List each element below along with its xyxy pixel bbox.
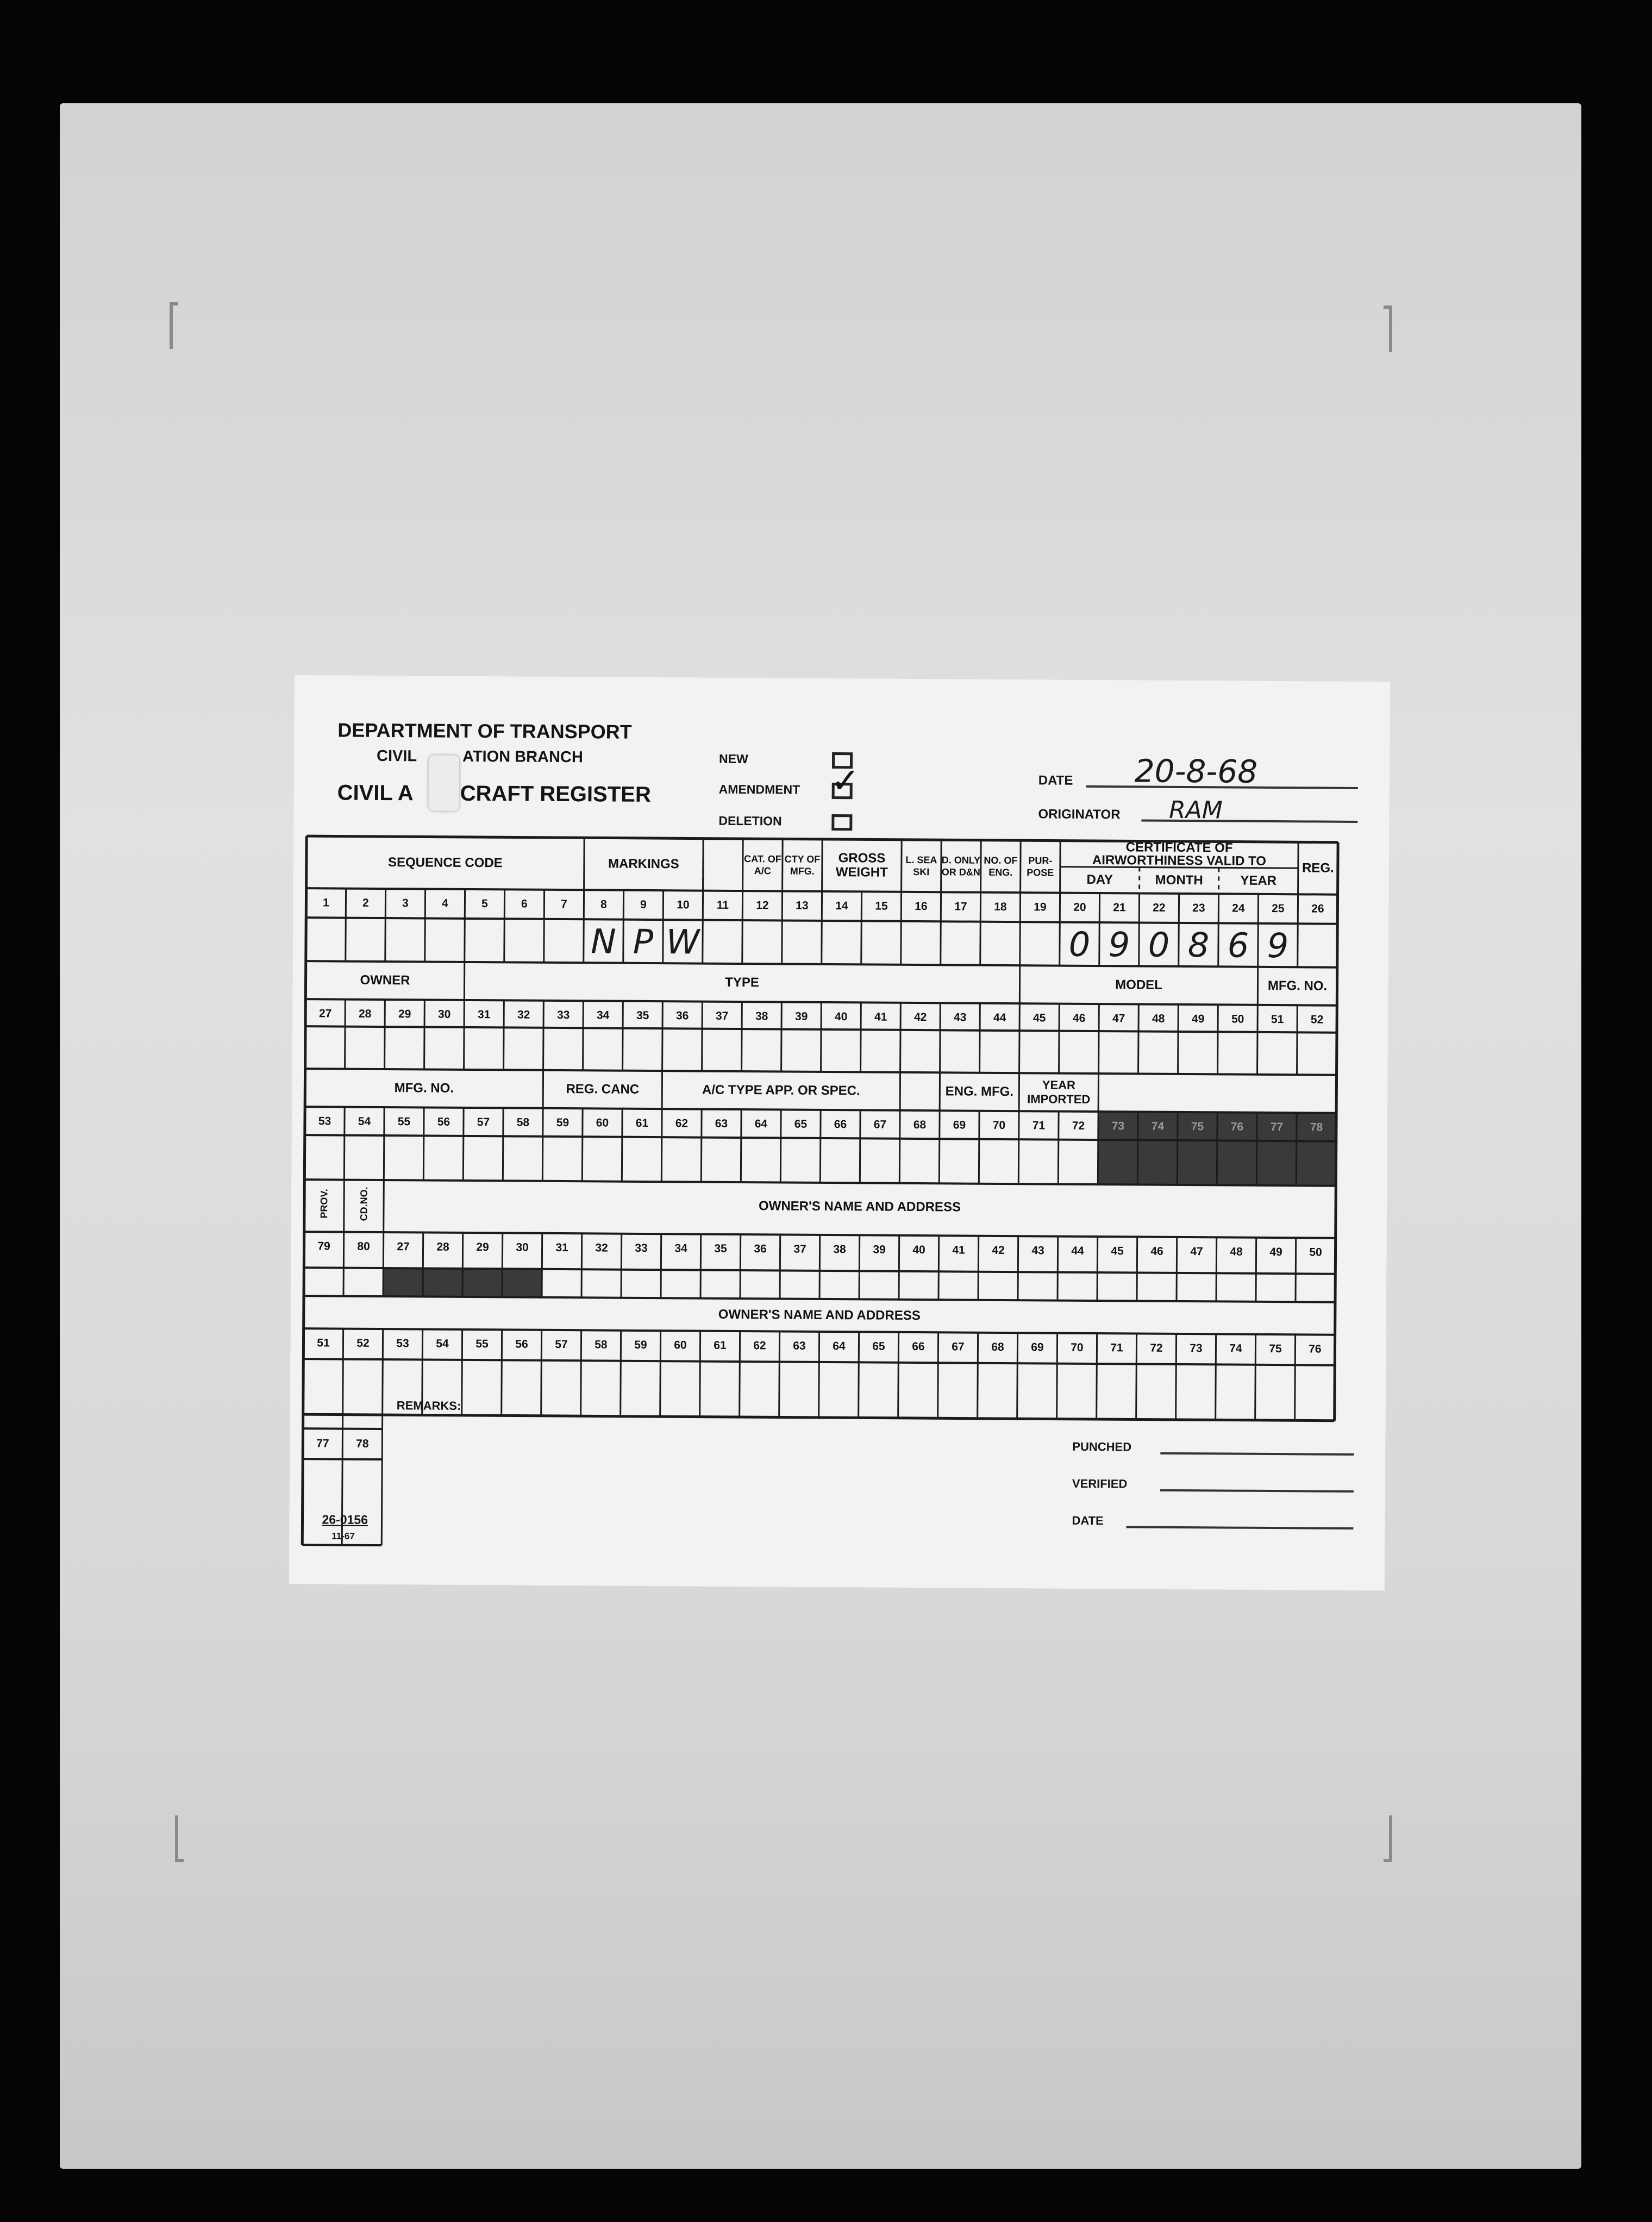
row4-number-40: 40	[912, 1243, 925, 1257]
row5-number-75: 75	[1269, 1342, 1282, 1356]
cd-no-label: CD.NO.	[358, 1187, 370, 1221]
row1-number-1: 1	[323, 896, 329, 909]
row3-number-70: 70	[992, 1119, 1006, 1132]
number-77: 77	[316, 1437, 329, 1450]
eng-mfg-header: ENG. MFG.	[945, 1084, 1014, 1100]
row3-number-67: 67	[873, 1118, 887, 1131]
row3-number-53: 53	[318, 1115, 331, 1128]
row4-number-42: 42	[992, 1244, 1005, 1257]
d-only-header: D. ONLY OR D&N	[941, 854, 981, 878]
row4-number-36: 36	[754, 1243, 767, 1256]
row1-number-26: 26	[1311, 902, 1324, 915]
row3-number-78: 78	[1310, 1121, 1323, 1134]
row4-number-43: 43	[1031, 1244, 1044, 1257]
row5-number-54: 54	[436, 1337, 449, 1350]
row5-number-58: 58	[595, 1338, 608, 1351]
row1-number-11: 11	[716, 898, 729, 912]
new-label: NEW	[718, 751, 748, 766]
row3-number-56: 56	[437, 1115, 450, 1128]
row2-number-28: 28	[358, 1007, 372, 1020]
originator-label: ORIGINATOR	[1038, 807, 1121, 822]
row4-number-46: 46	[1150, 1245, 1163, 1258]
originator-value[interactable]: RAM	[1169, 796, 1223, 824]
row4-number-30: 30	[516, 1241, 529, 1254]
row1-number-16: 16	[915, 900, 928, 913]
row2-number-42: 42	[913, 1010, 927, 1024]
register-card	[289, 675, 1390, 1590]
row1-number-4: 4	[442, 897, 448, 910]
signoff-date-label: DATE	[1072, 1513, 1104, 1528]
date-value[interactable]: 20-8-68	[1134, 752, 1258, 790]
row5-number-51: 51	[317, 1337, 330, 1350]
certificate-line1: CERTIFICATE OF	[1125, 840, 1233, 856]
day-header: DAY	[1086, 872, 1113, 888]
row3-number-54: 54	[358, 1115, 371, 1128]
verified-label: VERIFIED	[1072, 1476, 1128, 1491]
row2-number-44: 44	[993, 1011, 1006, 1025]
crop-mark-bottom-left	[175, 1815, 184, 1862]
row1-number-13: 13	[796, 899, 809, 912]
row1-number-21: 21	[1113, 901, 1126, 914]
row4-number-50: 50	[1309, 1246, 1322, 1259]
row5-number-60: 60	[674, 1339, 687, 1352]
cert_handwritten-handwritten-5[interactable]: 9	[1267, 925, 1289, 965]
row2-number-48: 48	[1152, 1012, 1165, 1025]
row5-number-55: 55	[475, 1338, 489, 1351]
row3-number-76: 76	[1230, 1120, 1244, 1133]
row4-number-37: 37	[793, 1243, 806, 1256]
cert_handwritten-handwritten-3[interactable]: 8	[1187, 925, 1210, 965]
sequence-code-header: SEQUENCE CODE	[387, 855, 503, 871]
row4-number-38: 38	[833, 1243, 846, 1256]
ac-type-header: A/C TYPE APP. OR SPEC.	[702, 1082, 860, 1098]
row4-number-44: 44	[1071, 1244, 1084, 1257]
row3-number-55: 55	[397, 1115, 411, 1128]
row3-number-74: 74	[1151, 1120, 1165, 1133]
row3-number-64: 64	[754, 1118, 768, 1131]
owners-name-header-row5: OWNER'S NAME AND ADDRESS	[718, 1307, 921, 1324]
row5-number-66: 66	[912, 1340, 925, 1353]
check-mark-icon: ✓	[830, 761, 860, 802]
markings_handwritten-handwritten-1[interactable]: P	[633, 921, 654, 962]
row2-number-32: 32	[517, 1008, 530, 1021]
row4-number-41: 41	[952, 1244, 965, 1257]
register-title-right: CRAFT REGISTER	[460, 781, 651, 807]
row2-number-41: 41	[874, 1010, 887, 1023]
form-edition: 11-67	[331, 1531, 355, 1541]
row3-number-57: 57	[477, 1116, 490, 1129]
row2-number-30: 30	[437, 1008, 451, 1021]
row4-number-31: 31	[555, 1241, 568, 1254]
owner-header: OWNER	[360, 972, 410, 988]
date-label: DATE	[1038, 773, 1073, 788]
row1-number-19: 19	[1034, 901, 1047, 914]
crop-mark-top-right	[1384, 305, 1392, 352]
reg-canc-header: REG. CANC	[566, 1082, 640, 1097]
row4-number-49: 49	[1269, 1245, 1282, 1259]
register-title-left: CIVIL A	[337, 781, 414, 806]
row5-number-76: 76	[1309, 1343, 1322, 1356]
row4-number-48: 48	[1230, 1245, 1243, 1258]
row5-number-69: 69	[1031, 1341, 1044, 1354]
row3-number-73: 73	[1111, 1120, 1125, 1133]
row5-number-71: 71	[1110, 1341, 1123, 1355]
markings_handwritten-handwritten-0[interactable]: N	[591, 921, 616, 962]
row2-number-33: 33	[556, 1008, 570, 1022]
row3-number-62: 62	[675, 1117, 689, 1130]
year-header: YEAR	[1240, 873, 1277, 889]
row3-number-59: 59	[556, 1116, 570, 1129]
row4-number-33: 33	[635, 1241, 648, 1254]
cd-no-header	[344, 1176, 384, 1232]
row5-number-68: 68	[991, 1340, 1004, 1353]
row2-number-27: 27	[318, 1007, 332, 1020]
row2-number-31: 31	[477, 1008, 491, 1021]
department-title: DEPARTMENT OF TRANSPORT	[337, 719, 632, 743]
row2-number-36: 36	[675, 1009, 689, 1022]
row3-number-75: 75	[1191, 1120, 1204, 1133]
row5-number-63: 63	[793, 1339, 806, 1352]
row5-number-72: 72	[1150, 1341, 1163, 1355]
row3-number-77: 77	[1270, 1120, 1284, 1134]
deletion-label: DELETION	[718, 813, 782, 828]
punched-label: PUNCHED	[1072, 1439, 1132, 1454]
row2-number-39: 39	[794, 1010, 808, 1023]
row1-number-24: 24	[1232, 902, 1245, 915]
row3-number-69: 69	[953, 1119, 966, 1132]
no-eng-header: NO. OF ENG.	[984, 854, 1018, 878]
row5-number-67: 67	[952, 1340, 965, 1353]
branch-title-left: CIVIL	[376, 747, 417, 765]
cert_handwritten-handwritten-4[interactable]: 6	[1227, 925, 1249, 965]
prov-header	[304, 1175, 345, 1232]
mfg-no-header-row3: MFG. NO.	[394, 1081, 454, 1096]
remarks-label: REMARKS:	[396, 1399, 461, 1413]
row2-number-35: 35	[636, 1009, 649, 1022]
row5-number-59: 59	[634, 1338, 647, 1351]
row1-number-3: 3	[402, 897, 409, 910]
row2-number-45: 45	[1032, 1012, 1046, 1025]
row4-number-28: 28	[436, 1240, 449, 1253]
row3-number-58: 58	[516, 1116, 530, 1129]
row5-number-62: 62	[753, 1339, 766, 1352]
model-header: MODEL	[1115, 977, 1162, 993]
row3-number-63: 63	[715, 1117, 728, 1130]
row1-number-18: 18	[994, 900, 1007, 914]
row5-number-61: 61	[714, 1339, 727, 1352]
row2-number-29: 29	[398, 1008, 411, 1021]
row1-number-17: 17	[954, 900, 967, 913]
row5-number-73: 73	[1190, 1342, 1203, 1355]
row4-number-45: 45	[1111, 1245, 1124, 1258]
purpose-header: PUR- POSE	[1027, 855, 1054, 878]
row5-number-57: 57	[555, 1338, 568, 1351]
row1-number-22: 22	[1153, 901, 1166, 914]
row4-number-79: 79	[317, 1240, 330, 1253]
number-78: 78	[356, 1437, 369, 1450]
prov-label: PROV.	[318, 1189, 330, 1219]
row2-number-34: 34	[596, 1009, 610, 1022]
row2-number-43: 43	[953, 1011, 967, 1024]
row4-number-34: 34	[674, 1242, 687, 1255]
row1-number-10: 10	[677, 898, 690, 912]
row3-number-65: 65	[794, 1118, 808, 1131]
cty-header: CTY OF MFG.	[784, 853, 821, 877]
reg-header: REG.	[1301, 860, 1334, 876]
markings-header: MARKINGS	[608, 856, 679, 872]
certificate-line2: AIRWORTHINESS VALID TO	[1092, 852, 1267, 869]
row2-number-47: 47	[1112, 1012, 1125, 1025]
row4-number-47: 47	[1190, 1245, 1203, 1258]
year-imported-header: YEAR IMPORTED	[1027, 1078, 1091, 1106]
row3-number-68: 68	[913, 1118, 927, 1132]
owners-name-header-row4: OWNER'S NAME AND ADDRESS	[758, 1199, 961, 1215]
crop-mark-bottom-right	[1384, 1815, 1392, 1862]
row4-number-29: 29	[476, 1241, 489, 1254]
row2-number-52: 52	[1310, 1013, 1324, 1026]
markings_handwritten-handwritten-2[interactable]: W	[666, 921, 700, 962]
form-number: 26-0156	[322, 1512, 368, 1527]
certificate-header	[1060, 841, 1298, 869]
row5-number-74: 74	[1229, 1342, 1242, 1355]
row2-number-38: 38	[755, 1010, 768, 1023]
cert_handwritten-handwritten-1[interactable]: 9	[1108, 924, 1130, 964]
row2-number-49: 49	[1191, 1013, 1205, 1026]
row1-number-5: 5	[481, 897, 488, 910]
tape-blot	[428, 756, 459, 811]
row5-number-65: 65	[872, 1340, 885, 1353]
row1-number-7: 7	[561, 898, 567, 911]
row4-number-39: 39	[873, 1243, 886, 1256]
row2-number-50: 50	[1231, 1013, 1244, 1026]
crop-mark-top-left	[170, 302, 178, 349]
month-header: MONTH	[1155, 872, 1203, 888]
row4-number-35: 35	[714, 1242, 727, 1255]
row1-number-23: 23	[1192, 902, 1205, 915]
row3-number-72: 72	[1072, 1119, 1085, 1132]
row4-number-32: 32	[595, 1241, 608, 1254]
row2-number-51: 51	[1271, 1013, 1284, 1026]
l-sea-header: L. SEA SKI	[905, 854, 937, 878]
row1-number-8: 8	[600, 898, 607, 911]
row1-number-6: 6	[521, 897, 528, 910]
type-header: TYPE	[725, 975, 759, 990]
row5-number-70: 70	[1071, 1341, 1084, 1354]
row1-number-9: 9	[640, 898, 647, 911]
row1-number-15: 15	[875, 900, 888, 913]
row3-number-60: 60	[596, 1116, 609, 1129]
row5-number-53: 53	[396, 1337, 409, 1350]
row1-number-2: 2	[362, 896, 369, 909]
row5-number-56: 56	[515, 1338, 528, 1351]
row4-number-27: 27	[397, 1240, 410, 1253]
row3-number-61: 61	[635, 1116, 649, 1129]
gross-weight-header: GROSS WEIGHT	[835, 851, 888, 880]
row2-number-40: 40	[834, 1010, 848, 1023]
branch-title-right: ATION BRANCH	[462, 747, 583, 766]
row5-number-64: 64	[833, 1340, 846, 1353]
row1-number-14: 14	[835, 900, 848, 913]
row5-number-52: 52	[356, 1337, 370, 1350]
row1-number-25: 25	[1272, 902, 1285, 915]
row4-number-80: 80	[357, 1240, 370, 1253]
mfg-no-header-row2: MFG. NO.	[1267, 978, 1328, 994]
cert_handwritten-handwritten-2[interactable]: 0	[1148, 925, 1170, 965]
deletion-checkbox[interactable]	[831, 814, 852, 831]
row2-number-37: 37	[715, 1009, 729, 1022]
row1-number-12: 12	[756, 899, 769, 912]
row3-number-71: 71	[1032, 1119, 1046, 1132]
cert_handwritten-handwritten-0[interactable]: 0	[1068, 924, 1091, 964]
row2-number-46: 46	[1072, 1012, 1086, 1025]
amendment-label: AMENDMENT	[718, 782, 800, 797]
cat-header: CAT. OF A/C	[744, 853, 781, 877]
row3-number-66: 66	[834, 1118, 847, 1131]
row1-number-20: 20	[1073, 901, 1086, 914]
